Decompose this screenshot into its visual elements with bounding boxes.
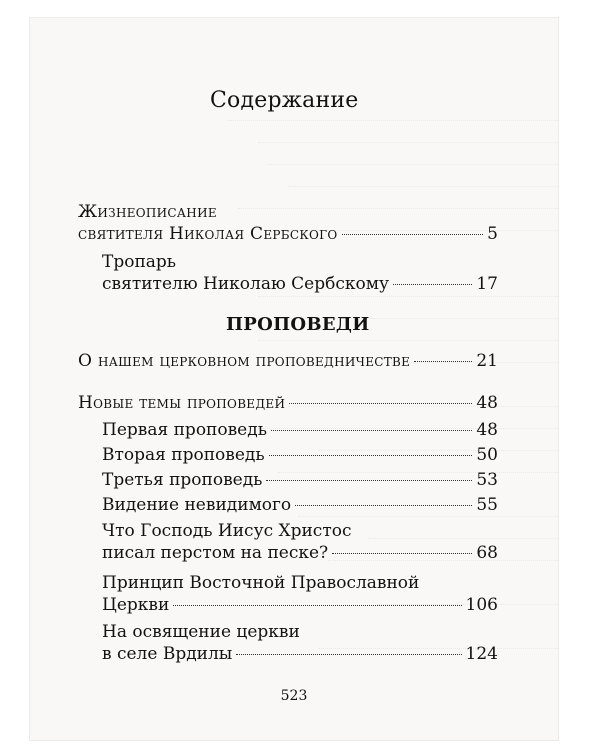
toc-entry-line: Принцип Восточной Православной	[102, 573, 420, 593]
dot-leader	[173, 605, 461, 606]
dot-leader	[271, 430, 472, 431]
toc-entry-biography[interactable]	[78, 201, 498, 245]
toc-page-number: 48	[476, 393, 498, 413]
page-number: 523	[280, 688, 308, 704]
toc-entry-text: писал перстом на песке?	[102, 543, 329, 563]
toc-page-number: 50	[476, 445, 498, 465]
toc-page-number: 5	[487, 224, 498, 244]
toc-entry-text: в селе Врдилы	[102, 644, 233, 664]
toc-entry-text: святителю Николаю Сербскому	[102, 274, 389, 294]
toc-entry-text: Церкви	[102, 595, 170, 615]
toc-title: Содержание	[210, 88, 359, 113]
toc-entry-text: Новые темы проповедей	[78, 393, 286, 413]
toc-entry-line: На освящение церкви	[102, 622, 300, 642]
toc-entry-text: О нашем церковном проповедничестве	[78, 351, 411, 371]
dot-leader	[332, 553, 472, 554]
toc-entry-first-sermon[interactable]	[102, 419, 498, 441]
toc-entry-text: Вторая проповедь	[102, 445, 265, 465]
toc-entry-text: Третья проповедь	[102, 470, 263, 490]
toc-entry-text: Первая проповедь	[102, 420, 267, 440]
table-of-contents	[30, 18, 558, 740]
book-page	[30, 18, 558, 740]
toc-entry-orthodox-principle[interactable]	[102, 572, 498, 616]
toc-entry-troparion[interactable]	[102, 251, 498, 295]
toc-entry-second-sermon[interactable]	[102, 444, 498, 466]
dot-leader	[414, 361, 472, 362]
dot-leader	[269, 455, 473, 456]
dot-leader	[342, 234, 484, 235]
dot-leader	[295, 505, 472, 506]
toc-entry-text: святителя Николая Сербского	[78, 224, 338, 244]
toc-entry-vision-invisible[interactable]	[102, 494, 498, 516]
dot-leader	[393, 284, 472, 285]
toc-page-number: 17	[476, 274, 498, 294]
toc-entry-line: Тропарь	[102, 252, 177, 272]
toc-page-number: 55	[476, 495, 498, 515]
section-title: ПРОПОВЕДИ	[226, 314, 370, 335]
toc-entry-church-consecration[interactable]	[102, 621, 498, 665]
toc-entry-preaching[interactable]	[78, 350, 498, 372]
toc-entry-wrote-on-sand[interactable]	[102, 520, 498, 564]
toc-entry-line: Что Господь Иисус Христос	[102, 521, 352, 541]
toc-page-number: 68	[476, 543, 498, 563]
dot-leader	[289, 403, 472, 404]
toc-entry-third-sermon[interactable]	[102, 469, 498, 491]
toc-page-number: 48	[476, 420, 498, 440]
toc-page-number: 53	[476, 470, 498, 490]
toc-entry-text: Видение невидимого	[102, 495, 292, 515]
toc-entry-new-topics[interactable]	[78, 392, 498, 414]
dot-leader	[266, 480, 472, 481]
dot-leader	[236, 654, 461, 655]
toc-page-number: 106	[465, 595, 498, 615]
toc-page-number: 124	[465, 644, 498, 664]
toc-entry-line: Жизнеописание	[78, 202, 217, 222]
toc-page-number: 21	[476, 351, 498, 371]
